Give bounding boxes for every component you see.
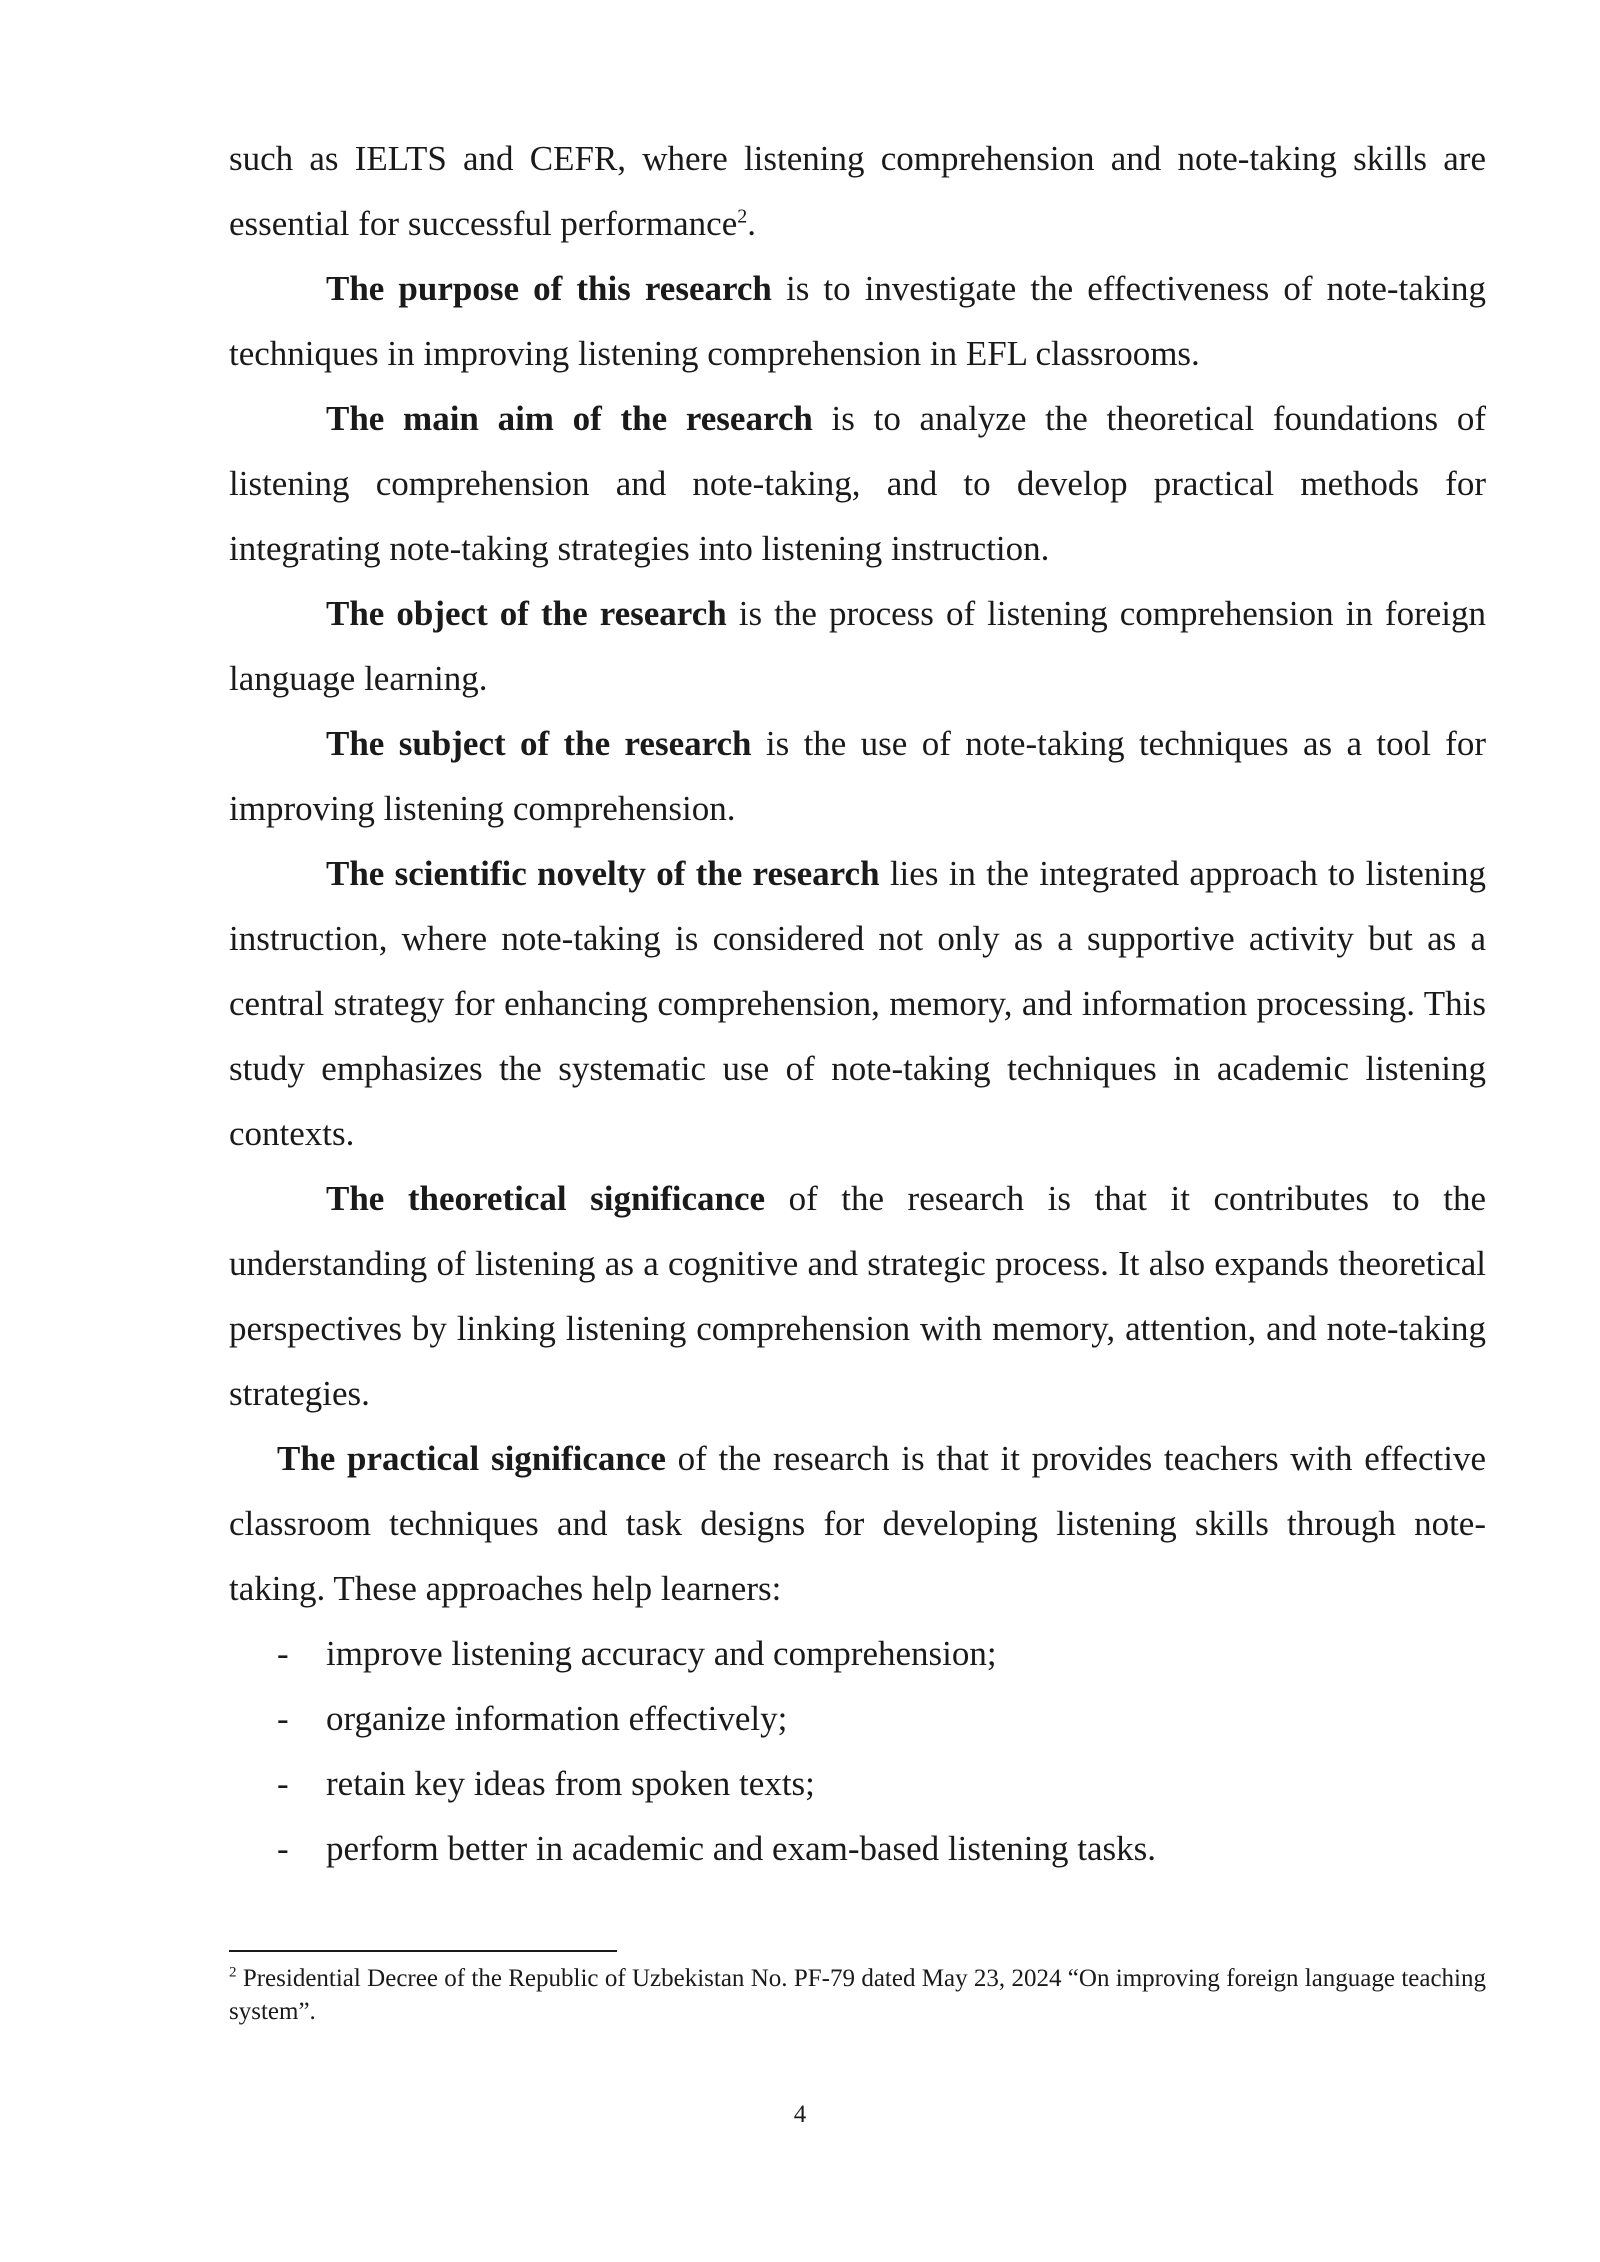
page-number: 4 (793, 2101, 807, 2128)
dash-bullet: - (277, 1764, 289, 1803)
footnote-text: Presidential Decree of the Republic of Uzbekistan No. PF-79 dated May 23, 2024 “On improving foreign language teaching system”. (229, 1965, 1486, 2025)
paragraph-subject: The subject of the research is the use of note-taking techniques as a tool for improving listening comprehension. (229, 724, 1486, 828)
list-item: - retain key ideas from spoken texts; (229, 1751, 1486, 1816)
paragraph-purpose: The purpose of this research is to investigate the effectiveness of note-taking techniques in improving listening comprehension in EFL classrooms. (229, 269, 1487, 373)
list-item: - organize information effectively; (229, 1686, 1486, 1751)
dash-bullet: - (277, 1699, 289, 1738)
dash-bullet: - (277, 1634, 289, 1673)
footnote (229, 1962, 1486, 2028)
term-object: The object of the research (326, 594, 727, 633)
paragraph-intro-continuation: such as IELTS and CEFR, where listening comprehension and note-taking skills are essential for successful performance$^2$. (229, 139, 1486, 243)
term-scientific-novelty: The scientific novelty of the research (326, 854, 880, 893)
paragraph-theoretical-significance: The theoretical significance of the research is that it contributes to the understanding of listening as a cognitive and strategic process. It also expands theoretical perspectives by linking listening comprehension with memory, attention, and note-taking strategies. (229, 1179, 1486, 1413)
footnote-marker: 2 (229, 1964, 237, 1981)
term-main-aim: The main aim of the research (326, 399, 813, 438)
paragraph-main-aim: The main aim of the research is to analyze the theoretical foundations of listening comprehension and note-taking, and to develop practical methods for integrating note-taking strategies into listening instruction. (229, 399, 1487, 568)
paragraph-scientific-novelty: The scientific novelty of the research lies in the integrated approach to listening instruction, where note-taking is considered not only as a supportive activity but as a central strategy for enhancing comprehension, memory, and information processing. This study emphasizes the systematic use of note-taking techniques in academic listening contexts. (229, 854, 1487, 1153)
term-practical-significance: The practical significance (277, 1439, 666, 1478)
footnote-separator (229, 1950, 617, 1952)
paragraph-object: The object of the research is the process of listening comprehension in foreign language learning. (229, 594, 1486, 698)
list-item: - perform better in academic and exam-based listening tasks. (229, 1816, 1486, 1881)
term-purpose: The purpose of this research (326, 269, 772, 308)
paragraph-practical-significance: The practical significance of the research is that it provides teachers with effective classroom techniques and task designs for developing listening skills through note-taking. These approaches help learners: (229, 1439, 1486, 1608)
term-subject: The subject of the research (326, 724, 752, 763)
document-body (229, 126, 1486, 1881)
list-item: - improve listening accuracy and comprehension; (229, 1621, 1486, 1686)
dash-bullet: - (277, 1829, 289, 1868)
term-theoretical-significance: The theoretical significance (326, 1179, 766, 1218)
footnote-reference[interactable]: 2 (737, 205, 748, 228)
benefits-list (229, 1621, 1486, 1881)
